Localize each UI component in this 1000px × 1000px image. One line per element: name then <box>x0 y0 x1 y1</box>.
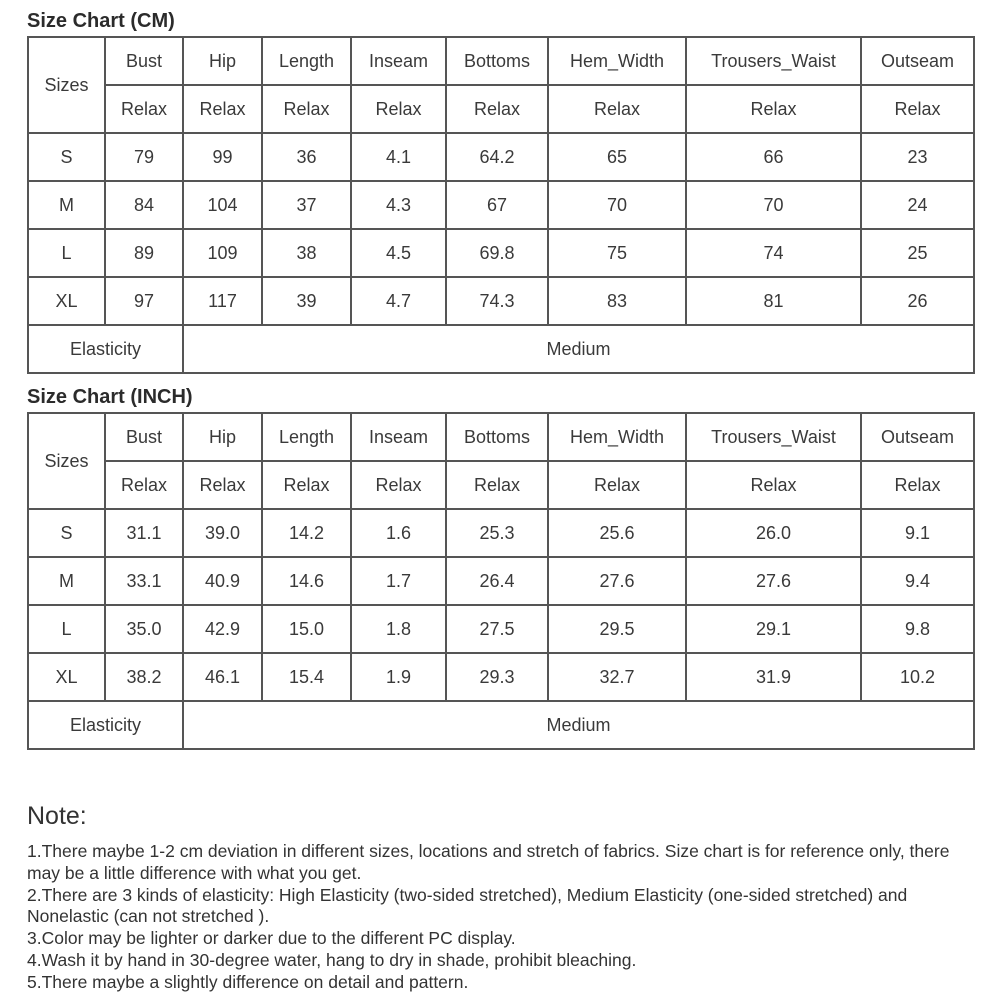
table-cell: 4.1 <box>351 133 446 181</box>
column-header: Length <box>262 413 351 461</box>
note-item: 1.There maybe 1-2 cm deviation in different sizes, locations and stretch of fabrics. Size chart is for reference only, there may be a little difference with what you get. <box>27 841 950 883</box>
table-cell: 84 <box>105 181 183 229</box>
elasticity-value: Medium <box>183 701 974 749</box>
size-chart-inch-table <box>27 412 975 750</box>
table-row <box>28 229 974 277</box>
table-cell: 42.9 <box>183 605 262 653</box>
column-header: Hem_Width <box>548 37 686 85</box>
fit-row <box>28 85 974 133</box>
column-header: Outseam <box>861 413 974 461</box>
table-cell: 75 <box>548 229 686 277</box>
column-header: Trousers_Waist <box>686 413 861 461</box>
table-row <box>28 557 974 605</box>
table-cell: 27.6 <box>548 557 686 605</box>
fit-row <box>28 461 974 509</box>
table-cell: 25 <box>861 229 974 277</box>
table-cell: 69.8 <box>446 229 548 277</box>
size-label: M <box>28 181 105 229</box>
table-cell: 29.1 <box>686 605 861 653</box>
table-cell: 26.4 <box>446 557 548 605</box>
fit-cell: Relax <box>262 85 351 133</box>
column-header: Bust <box>105 37 183 85</box>
note-item: 4.Wash it by hand in 30-degree water, hang to dry in shade, prohibit bleaching. <box>27 949 637 970</box>
header-row <box>28 37 974 85</box>
fit-cell: Relax <box>183 461 262 509</box>
size-label: M <box>28 557 105 605</box>
table-cell: 39.0 <box>183 509 262 557</box>
note-item: 5.There maybe a slightly difference on detail and pattern. <box>27 971 469 992</box>
table-cell: 33.1 <box>105 557 183 605</box>
table-row <box>28 133 974 181</box>
table-cell: 4.3 <box>351 181 446 229</box>
table-cell: 65 <box>548 133 686 181</box>
table-cell: 9.4 <box>861 557 974 605</box>
table-cell: 26.0 <box>686 509 861 557</box>
table-row <box>28 605 974 653</box>
table-cell: 64.2 <box>446 133 548 181</box>
table-cell: 14.2 <box>262 509 351 557</box>
fit-cell: Relax <box>686 85 861 133</box>
table-cell: 117 <box>183 277 262 325</box>
table-cell: 38.2 <box>105 653 183 701</box>
fit-cell: Relax <box>446 461 548 509</box>
fit-cell: Relax <box>351 461 446 509</box>
table-row <box>28 277 974 325</box>
fit-cell: Relax <box>861 461 974 509</box>
table-row <box>28 509 974 557</box>
table-cell: 14.6 <box>262 557 351 605</box>
table-cell: 83 <box>548 277 686 325</box>
elasticity-row <box>28 325 974 373</box>
table-cell: 35.0 <box>105 605 183 653</box>
table-cell: 109 <box>183 229 262 277</box>
fit-cell: Relax <box>183 85 262 133</box>
size-label: L <box>28 229 105 277</box>
column-header: Length <box>262 37 351 85</box>
table-cell: 39 <box>262 277 351 325</box>
table-cell: 23 <box>861 133 974 181</box>
table-cell: 81 <box>686 277 861 325</box>
table-cell: 74.3 <box>446 277 548 325</box>
table-cell: 1.9 <box>351 653 446 701</box>
elasticity-label: Elasticity <box>28 325 183 373</box>
table-cell: 32.7 <box>548 653 686 701</box>
table-cell: 1.6 <box>351 509 446 557</box>
table-cell: 15.4 <box>262 653 351 701</box>
table-cell: 9.1 <box>861 509 974 557</box>
size-label: XL <box>28 277 105 325</box>
table-cell: 66 <box>686 133 861 181</box>
table-cell: 40.9 <box>183 557 262 605</box>
table-cell: 9.8 <box>861 605 974 653</box>
column-header: Hip <box>183 37 262 85</box>
table-row <box>28 653 974 701</box>
fit-cell: Relax <box>351 85 446 133</box>
size-label: XL <box>28 653 105 701</box>
table-cell: 104 <box>183 181 262 229</box>
sizes-header: Sizes <box>28 413 105 509</box>
table-cell: 10.2 <box>861 653 974 701</box>
fit-cell: Relax <box>105 85 183 133</box>
table-cell: 37 <box>262 181 351 229</box>
table-cell: 29.5 <box>548 605 686 653</box>
fit-cell: Relax <box>548 461 686 509</box>
column-header: Trousers_Waist <box>686 37 861 85</box>
fit-cell: Relax <box>686 461 861 509</box>
column-header: Inseam <box>351 413 446 461</box>
table-cell: 27.5 <box>446 605 548 653</box>
table-cell: 1.8 <box>351 605 446 653</box>
elasticity-row <box>28 701 974 749</box>
size-label: S <box>28 509 105 557</box>
table-row <box>28 181 974 229</box>
fit-cell: Relax <box>446 85 548 133</box>
table-cell: 46.1 <box>183 653 262 701</box>
table-cell: 24 <box>861 181 974 229</box>
note-item: 2.There are 3 kinds of elasticity: High Elasticity (two-sided stretched), Medium Elasticity (one-sided stretched) and Nonelastic (can not stretched ). <box>27 884 908 927</box>
size-label: L <box>28 605 105 653</box>
table-cell: 26 <box>861 277 974 325</box>
table-cell: 70 <box>686 181 861 229</box>
note-item: 3.Color may be lighter or darker due to the different PC display. <box>27 928 516 949</box>
table-cell: 36 <box>262 133 351 181</box>
table-cell: 97 <box>105 277 183 325</box>
fit-cell: Relax <box>262 461 351 509</box>
size-chart-inch-title: Size Chart (INCH) <box>27 386 193 408</box>
table-cell: 25.6 <box>548 509 686 557</box>
sizes-header: Sizes <box>28 37 105 133</box>
table-cell: 79 <box>105 133 183 181</box>
table-cell: 74 <box>686 229 861 277</box>
table-cell: 15.0 <box>262 605 351 653</box>
column-header: Hem_Width <box>548 413 686 461</box>
size-chart-cm-title: Size Chart (CM) <box>27 10 175 32</box>
table-cell: 27.6 <box>686 557 861 605</box>
fit-cell: Relax <box>861 85 974 133</box>
header-row <box>28 413 974 461</box>
note-title: Note: <box>27 802 87 830</box>
table-cell: 89 <box>105 229 183 277</box>
column-header: Hip <box>183 413 262 461</box>
table-cell: 99 <box>183 133 262 181</box>
elasticity-label: Elasticity <box>28 701 183 749</box>
elasticity-value: Medium <box>183 325 974 373</box>
column-header: Inseam <box>351 37 446 85</box>
table-cell: 70 <box>548 181 686 229</box>
table-cell: 25.3 <box>446 509 548 557</box>
table-cell: 38 <box>262 229 351 277</box>
column-header: Bottoms <box>446 413 548 461</box>
size-chart-cm-table <box>27 36 975 374</box>
table-cell: 1.7 <box>351 557 446 605</box>
fit-cell: Relax <box>548 85 686 133</box>
note-list <box>27 841 977 994</box>
table-cell: 31.1 <box>105 509 183 557</box>
column-header: Outseam <box>861 37 974 85</box>
size-label: S <box>28 133 105 181</box>
column-header: Bust <box>105 413 183 461</box>
table-cell: 67 <box>446 181 548 229</box>
fit-cell: Relax <box>105 461 183 509</box>
column-header: Bottoms <box>446 37 548 85</box>
table-cell: 29.3 <box>446 653 548 701</box>
table-cell: 4.5 <box>351 229 446 277</box>
table-cell: 4.7 <box>351 277 446 325</box>
table-cell: 31.9 <box>686 653 861 701</box>
